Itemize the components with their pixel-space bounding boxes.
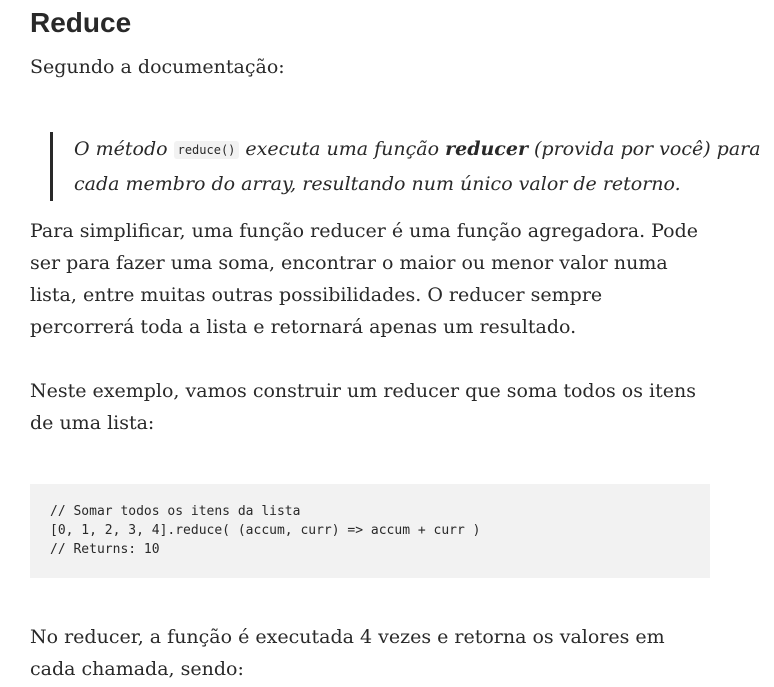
- example-intro-paragraph: Neste exemplo, vamos construir um reducer que soma todos os itens de uma lista:: [30, 380, 696, 434]
- explanation-paragraph: Para simplificar, uma função reducer é uma função agregadora. Pode ser para fazer uma soma, encontrar o maior ou menor valor numa lista, entre muitas outras possibilidades. O reducer sempre percorrerá toda a lista e retornará apenas um resultado.: [30, 220, 699, 338]
- code-line-reduce-call: [0, 1, 2, 3, 4].reduce( (accum, curr) => accum + curr ): [50, 523, 481, 538]
- article-heading: Reduce: [30, 7, 132, 38]
- reducer-calls-paragraph: No reducer, a função é executada 4 vezes e retorna os valores em cada chamada, sendo:: [30, 626, 665, 680]
- code-line-comment: // Somar todos os itens da lista: [50, 504, 301, 519]
- quote-text-part2: executa uma função: [239, 138, 446, 160]
- quote-text: [74, 132, 774, 201]
- inline-code-reduce: reduce(): [174, 141, 240, 159]
- lead-paragraph: Segundo a documentação:: [30, 56, 285, 78]
- code-block: [30, 484, 710, 578]
- code-line-returns: // Returns: 10: [50, 542, 160, 557]
- quote-text-part3: (provida por você) para cada membro do array, resultando num único valor de retorno.: [74, 138, 761, 195]
- quote-bold-reducer: reducer: [445, 138, 528, 160]
- documentation-quote: [50, 132, 774, 201]
- quote-text-part1: O método: [74, 138, 174, 160]
